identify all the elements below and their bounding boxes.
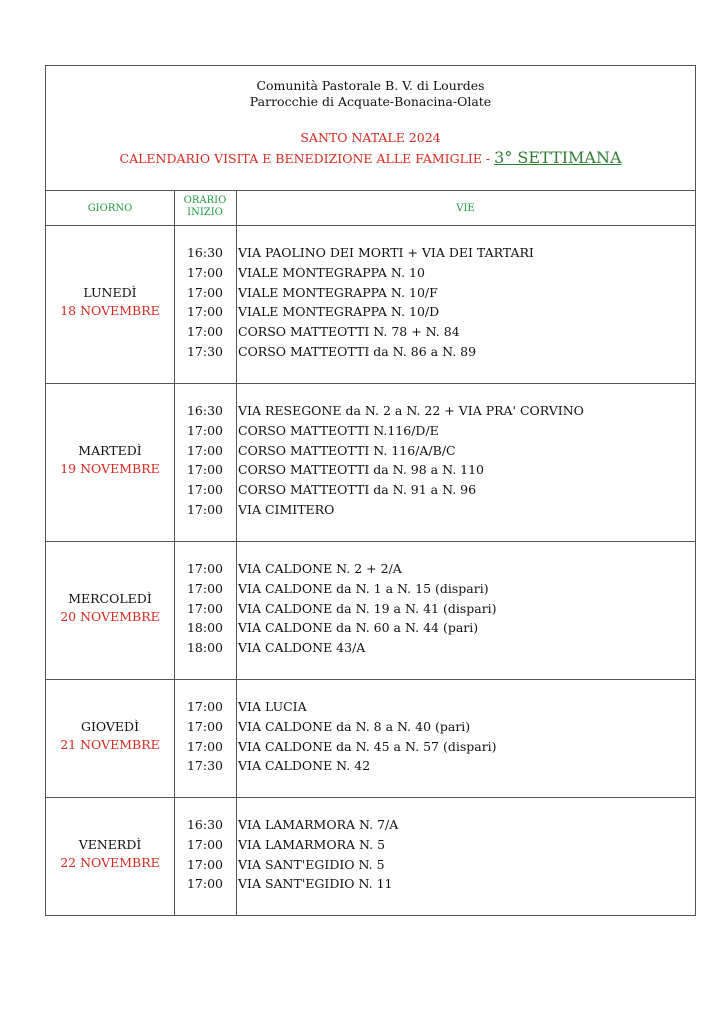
start-time: 18:00 <box>186 640 224 656</box>
day-label <box>46 718 174 754</box>
calendar-title <box>46 148 695 169</box>
start-time: 17:00 <box>186 264 224 280</box>
street-entry: VIA CALDONE N. 2 + 2/A <box>238 561 402 576</box>
start-time: 16:30 <box>186 245 224 260</box>
street-entry: VIALE MONTEGRAPPA N. 10/D <box>238 304 440 320</box>
street-entry: CORSO MATTEOTTI da N. 98 a N. 110 <box>238 462 485 478</box>
start-time: 17:00 <box>186 304 224 320</box>
column-header-streets: VIE <box>456 203 475 214</box>
street-entry: CORSO MATTEOTTI da N. 91 a N. 96 <box>238 482 477 498</box>
week-label: 3° SETTIMANA <box>494 148 622 167</box>
start-time: 17:00 <box>186 561 224 576</box>
street-entry: VIA LUCIA <box>238 699 307 714</box>
street-entry: CORSO MATTEOTTI N. 116/A/B/C <box>238 442 456 458</box>
street-entry: VIA CALDONE N. 42 <box>238 758 371 774</box>
column-header-day: GIORNO <box>87 203 133 214</box>
start-time: 17:00 <box>186 836 224 852</box>
street-entry: VIA RESEGONE da N. 2 a N. 22 + VIA PRA' CORVINO <box>238 403 584 418</box>
street-entry: VIA SANT'EGIDIO N. 5 <box>238 856 385 872</box>
start-time: 17:00 <box>186 284 224 300</box>
street-entry: CORSO MATTEOTTI N. 78 + N. 84 <box>238 324 460 340</box>
start-time: 17:00 <box>186 718 224 734</box>
street-entry: VIA CALDONE da N. 60 a N. 44 (pari) <box>238 620 479 636</box>
start-time: 17:00 <box>186 482 224 498</box>
start-time: 17:00 <box>186 699 224 714</box>
start-time: 16:30 <box>186 817 224 832</box>
start-time: 17:00 <box>186 422 224 438</box>
start-time: 17:30 <box>186 344 224 359</box>
street-entry: VIALE MONTEGRAPPA N. 10/F <box>238 284 438 300</box>
start-time: 17:00 <box>186 580 224 596</box>
date-label: 18 NOVEMBRE <box>60 303 160 318</box>
street-entry: VIA CALDONE da N. 19 a N. 41 (dispari) <box>238 600 497 616</box>
day-row-divider <box>46 797 695 798</box>
weekday-name: LUNEDÌ <box>83 285 137 300</box>
start-time: 17:30 <box>186 758 224 774</box>
street-entry: VIA CALDONE da N. 45 a N. 57 (dispari) <box>238 738 497 754</box>
schedule-table <box>45 65 696 916</box>
calendar-title-text: CALENDARIO VISITA E BENEDIZIONE ALLE FAMIGLIE - <box>119 151 495 166</box>
street-entry: VIA CIMITERO <box>238 502 335 517</box>
start-time: 18:00 <box>186 620 224 636</box>
weekday-name: MARTEDÌ <box>78 443 142 458</box>
document-header <box>46 66 695 191</box>
start-time: 17:00 <box>186 442 224 458</box>
street-entry: VIA CALDONE 43/A <box>238 640 366 656</box>
column-divider-2 <box>236 190 237 915</box>
street-entry: VIALE MONTEGRAPPA N. 10 <box>238 264 425 280</box>
start-time: 17:00 <box>186 324 224 340</box>
start-time: 17:00 <box>186 502 224 517</box>
parishes-line: Parrocchie di Acquate-Bonacina-Olate <box>249 94 492 109</box>
event-title: SANTO NATALE 2024 <box>300 130 441 145</box>
street-entry: CORSO MATTEOTTI N.116/D/E <box>238 422 439 438</box>
day-label <box>46 590 174 626</box>
header-row-divider <box>46 225 695 226</box>
column-header-time-line1: ORARIO <box>183 195 227 206</box>
street-entry: CORSO MATTEOTTI da N. 86 a N. 89 <box>238 344 477 359</box>
day-row-divider <box>46 541 695 542</box>
column-header-time <box>174 195 236 219</box>
date-label: 21 NOVEMBRE <box>60 737 160 752</box>
weekday-name: GIOVEDÌ <box>80 719 140 734</box>
column-header-time-line2: INIZIO <box>187 207 223 218</box>
community-name: Comunità Pastorale B. V. di Lourdes <box>256 78 485 93</box>
street-entry: VIA CALDONE da N. 8 a N. 40 (pari) <box>238 718 471 734</box>
street-entry: VIA LAMARMORA N. 7/A <box>238 817 399 832</box>
day-row-divider <box>46 679 695 680</box>
date-label: 22 NOVEMBRE <box>60 855 160 870</box>
day-label <box>46 442 174 478</box>
start-time: 17:00 <box>186 738 224 754</box>
street-entry: VIA SANT'EGIDIO N. 11 <box>238 876 393 892</box>
date-label: 19 NOVEMBRE <box>60 461 160 476</box>
street-entry: VIA LAMARMORA N. 5 <box>238 836 386 852</box>
day-row-divider <box>46 383 695 384</box>
start-time: 16:30 <box>186 403 224 418</box>
street-entry: VIA CALDONE da N. 1 a N. 15 (dispari) <box>238 580 489 596</box>
weekday-name: VENERDÌ <box>78 837 142 852</box>
date-label: 20 NOVEMBRE <box>60 609 160 624</box>
start-time: 17:00 <box>186 856 224 872</box>
start-time: 17:00 <box>186 600 224 616</box>
street-entry: VIA PAOLINO DEI MORTI + VIA DEI TARTARI <box>238 245 534 260</box>
weekday-name: MERCOLEDÌ <box>68 591 152 606</box>
day-label <box>46 836 174 872</box>
start-time: 17:00 <box>186 462 224 478</box>
start-time: 17:00 <box>186 876 224 892</box>
day-label <box>46 284 174 320</box>
